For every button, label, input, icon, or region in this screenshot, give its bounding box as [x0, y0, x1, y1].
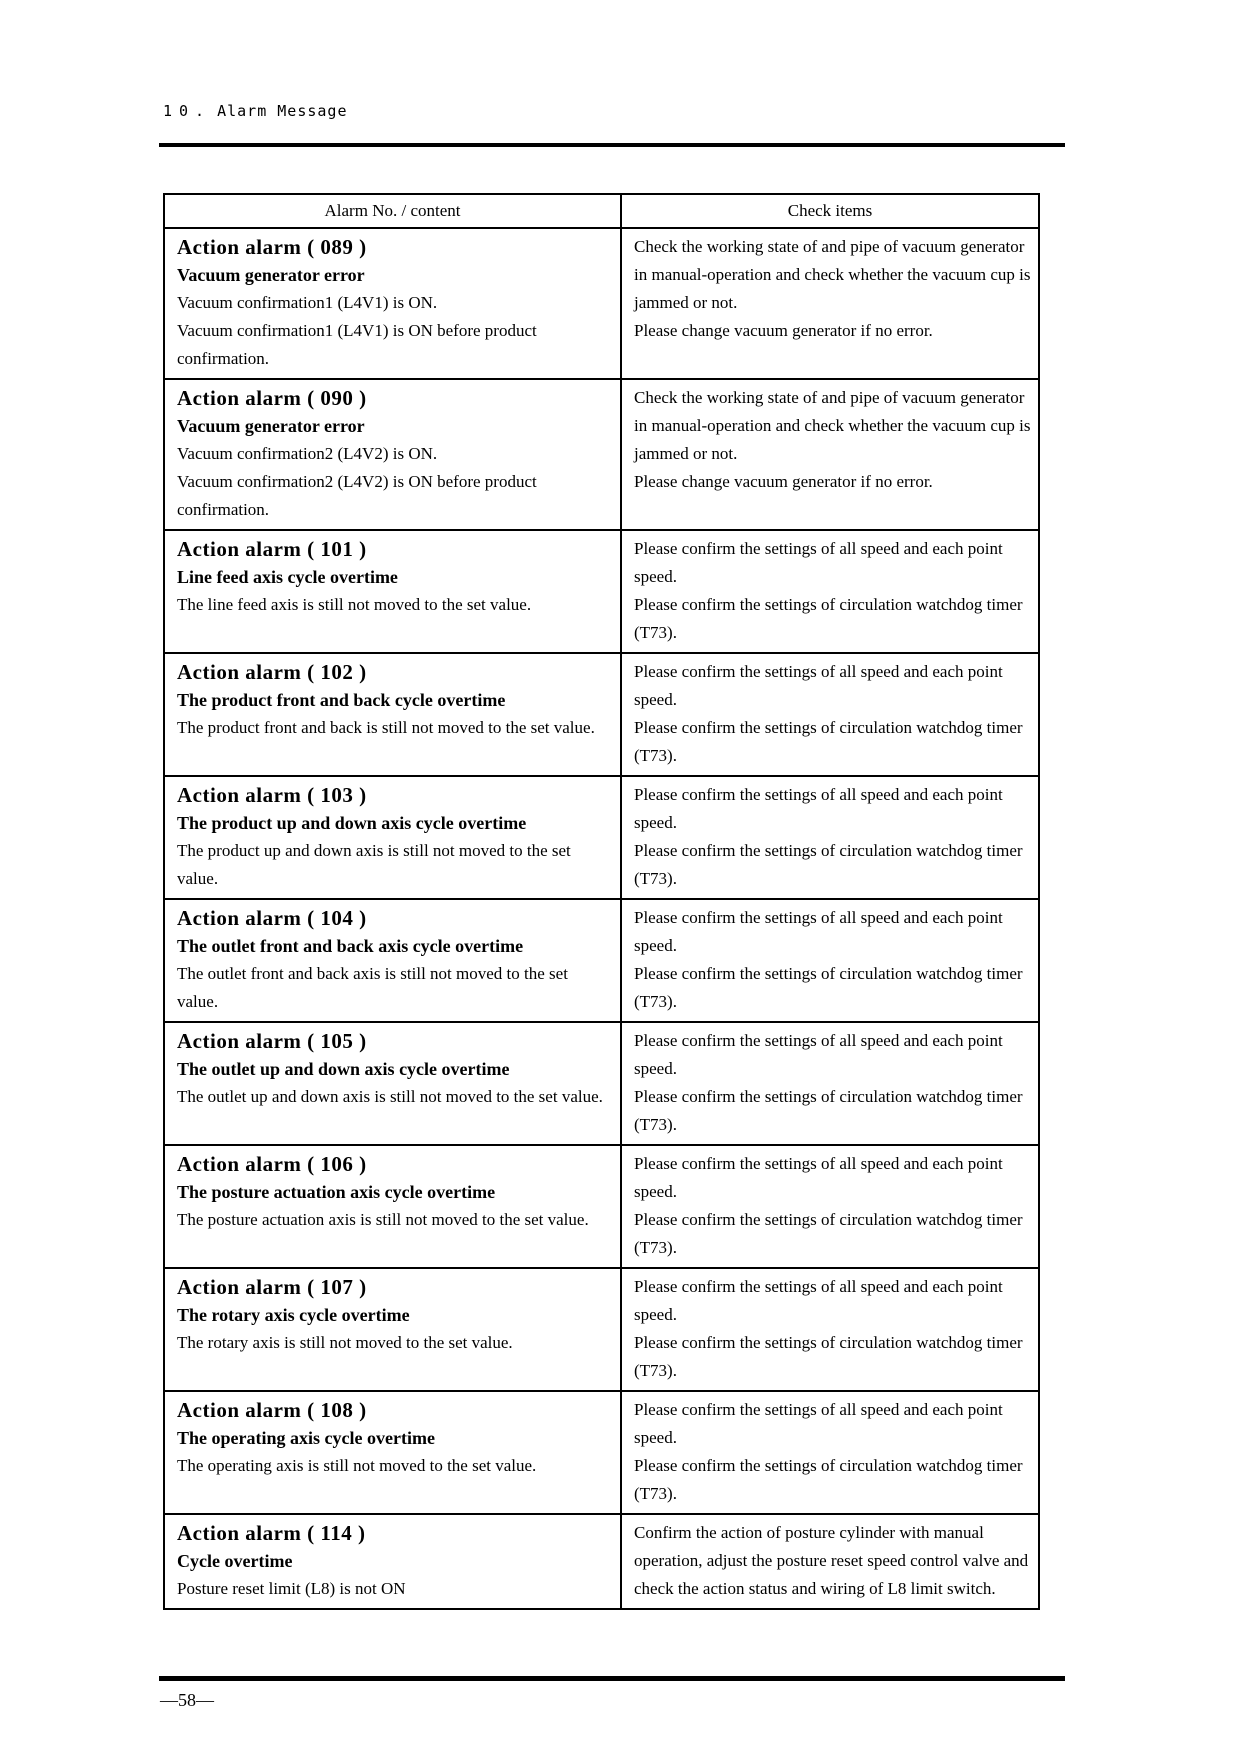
check-item: Please confirm the settings of circulation watchdog timer (T73). — [634, 718, 1023, 765]
check-item: Please confirm the settings of circulation watchdog timer (T73). — [634, 964, 1023, 1011]
table-row — [164, 1268, 1039, 1391]
alarm-title: Action alarm ( 114 ) — [177, 1521, 366, 1545]
alarm-title: Action alarm ( 101 ) — [177, 537, 367, 561]
table-header-row — [164, 194, 1039, 228]
check-item: Please confirm the settings of circulation watchdog timer (T73). — [634, 1333, 1023, 1380]
alarm-subtitle: The outlet up and down axis cycle overtime — [177, 1059, 510, 1079]
table-row — [164, 1391, 1039, 1514]
footer-rule — [159, 1676, 1065, 1681]
check-item: Please confirm the settings of all speed and each point speed. — [634, 908, 1003, 955]
alarm-detail: Posture reset limit (L8) is not ON — [177, 1579, 406, 1598]
check-item: Please confirm the settings of circulation watchdog timer (T73). — [634, 1087, 1023, 1134]
alarm-title: Action alarm ( 107 ) — [177, 1275, 367, 1299]
alarm-subtitle: Cycle overtime — [177, 1551, 293, 1571]
check-items-cell — [621, 1268, 1039, 1391]
alarm-title: Action alarm ( 108 ) — [177, 1398, 367, 1422]
check-item: Please change vacuum generator if no error. — [634, 472, 933, 491]
check-item: Please confirm the settings of circulation watchdog timer (T73). — [634, 595, 1023, 642]
section-heading — [163, 102, 348, 120]
alarm-detail: The line feed axis is still not moved to the set value. — [177, 595, 532, 614]
alarm-detail: Vacuum confirmation2 (L4V2) is ON before product confirmation. — [177, 472, 537, 519]
section-title: Alarm Message — [217, 102, 348, 120]
table-row — [164, 379, 1039, 530]
alarm-content-cell — [164, 1391, 621, 1514]
alarm-content-cell — [164, 899, 621, 1022]
alarm-detail: Vacuum confirmation1 (L4V1) is ON before product confirmation. — [177, 321, 537, 368]
check-item: Please confirm the settings of circulation watchdog timer (T73). — [634, 1210, 1023, 1257]
alarm-title: Action alarm ( 102 ) — [177, 660, 367, 684]
check-items-cell — [621, 379, 1039, 530]
check-item: Please change vacuum generator if no error. — [634, 321, 933, 340]
alarm-content-cell — [164, 530, 621, 653]
table-row — [164, 1514, 1039, 1609]
check-item: Please confirm the settings of all speed and each point speed. — [634, 662, 1003, 709]
col-header-check: Check items — [621, 194, 1039, 228]
alarm-detail: The product front and back is still not moved to the set value. — [177, 718, 595, 737]
alarm-content-cell — [164, 228, 621, 379]
alarm-detail: The outlet up and down axis is still not moved to the set value. — [177, 1087, 603, 1106]
alarm-detail: The rotary axis is still not moved to the set value. — [177, 1333, 513, 1352]
check-item: Please confirm the settings of all speed and each point speed. — [634, 785, 1003, 832]
check-item: Please confirm the settings of all speed and each point speed. — [634, 539, 1003, 586]
alarm-subtitle: Line feed axis cycle overtime — [177, 567, 398, 587]
table-row — [164, 653, 1039, 776]
check-item: Confirm the action of posture cylinder with manual operation, adjust the posture reset speed control valve and check the action status and wiring of L8 limit switch. — [634, 1523, 1029, 1598]
alarm-content-cell — [164, 1268, 621, 1391]
alarm-detail: The product up and down axis is still not moved to the set value. — [177, 841, 571, 888]
alarm-title: Action alarm ( 104 ) — [177, 906, 367, 930]
alarm-subtitle: The rotary axis cycle overtime — [177, 1305, 410, 1325]
alarm-title: Action alarm ( 106 ) — [177, 1152, 367, 1176]
check-item: Check the working state of and pipe of vacuum generator in manual-operation and check whether the vacuum cup is jammed or not. — [634, 388, 1031, 463]
check-items-cell — [621, 776, 1039, 899]
alarm-detail: Vacuum confirmation2 (L4V2) is ON. — [177, 444, 438, 463]
check-items-cell — [621, 899, 1039, 1022]
table-row — [164, 1145, 1039, 1268]
section-number: 10. — [163, 102, 212, 120]
alarm-subtitle: The posture actuation axis cycle overtime — [177, 1182, 496, 1202]
table-row — [164, 776, 1039, 899]
alarm-subtitle: The outlet front and back axis cycle overtime — [177, 936, 524, 956]
alarm-subtitle: Vacuum generator error — [177, 265, 365, 285]
alarm-subtitle: Vacuum generator error — [177, 416, 365, 436]
check-items-cell — [621, 1145, 1039, 1268]
table-row — [164, 1022, 1039, 1145]
check-items-cell — [621, 530, 1039, 653]
alarm-content-cell — [164, 379, 621, 530]
alarm-content-cell — [164, 653, 621, 776]
alarm-subtitle: The product up and down axis cycle overtime — [177, 813, 527, 833]
check-item: Please confirm the settings of all speed and each point speed. — [634, 1154, 1003, 1201]
alarm-content-cell — [164, 776, 621, 899]
alarm-detail: Vacuum confirmation1 (L4V1) is ON. — [177, 293, 438, 312]
alarm-title: Action alarm ( 103 ) — [177, 783, 367, 807]
page-number: —58— — [160, 1690, 214, 1710]
table-row — [164, 530, 1039, 653]
alarm-detail: The operating axis is still not moved to the set value. — [177, 1456, 537, 1475]
check-item: Please confirm the settings of circulation watchdog timer (T73). — [634, 1456, 1023, 1503]
check-item: Please confirm the settings of all speed and each point speed. — [634, 1277, 1003, 1324]
alarm-subtitle: The product front and back cycle overtime — [177, 690, 506, 710]
alarm-table — [163, 193, 1040, 1610]
alarm-title: Action alarm ( 089 ) — [177, 235, 367, 259]
header-rule — [159, 143, 1065, 147]
check-item: Please confirm the settings of all speed and each point speed. — [634, 1400, 1003, 1447]
alarm-title: Action alarm ( 105 ) — [177, 1029, 367, 1053]
check-items-cell — [621, 653, 1039, 776]
table-row — [164, 228, 1039, 379]
alarm-detail: The outlet front and back axis is still not moved to the set value. — [177, 964, 568, 1011]
check-item: Please confirm the settings of all speed and each point speed. — [634, 1031, 1003, 1078]
table-row — [164, 899, 1039, 1022]
check-items-cell — [621, 1391, 1039, 1514]
check-items-cell — [621, 228, 1039, 379]
alarm-detail: The posture actuation axis is still not moved to the set value. — [177, 1210, 589, 1229]
alarm-title: Action alarm ( 090 ) — [177, 386, 367, 410]
check-items-cell — [621, 1514, 1039, 1609]
check-items-cell — [621, 1022, 1039, 1145]
col-header-alarm: Alarm No. / content — [164, 194, 621, 228]
alarm-content-cell — [164, 1145, 621, 1268]
check-item: Check the working state of and pipe of vacuum generator in manual-operation and check whether the vacuum cup is jammed or not. — [634, 237, 1031, 312]
alarm-subtitle: The operating axis cycle overtime — [177, 1428, 435, 1448]
alarm-content-cell — [164, 1022, 621, 1145]
alarm-content-cell — [164, 1514, 621, 1609]
check-item: Please confirm the settings of circulation watchdog timer (T73). — [634, 841, 1023, 888]
